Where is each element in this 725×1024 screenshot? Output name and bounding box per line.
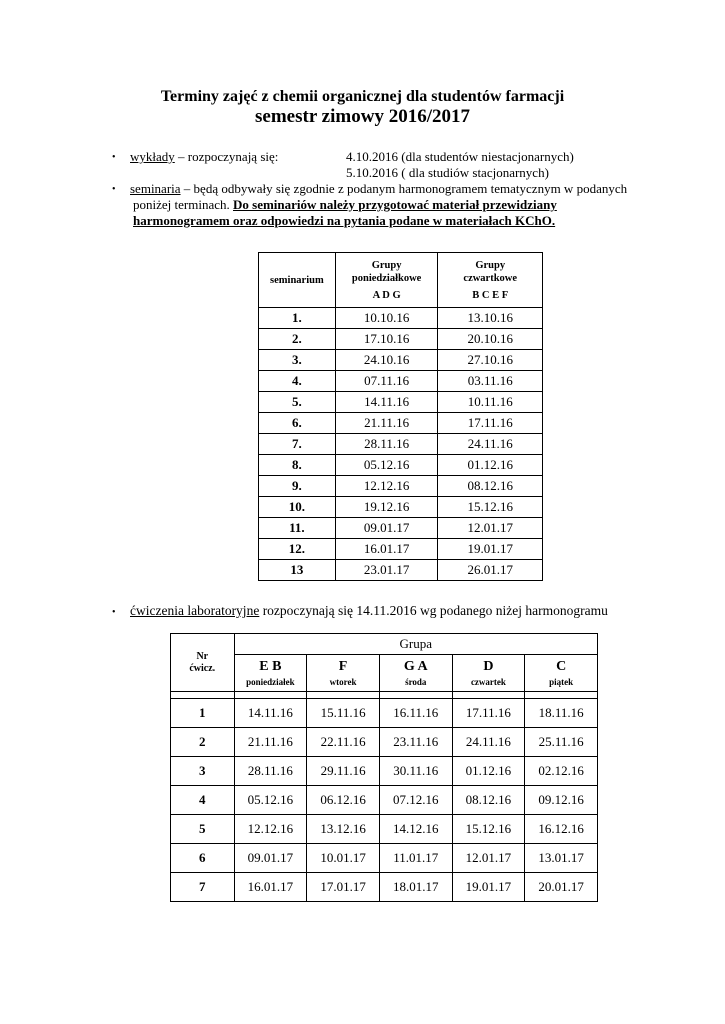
lab-table-group-row <box>171 634 598 655</box>
lab-date: 30.11.16 <box>379 757 452 786</box>
lab-date: 05.12.16 <box>234 786 307 815</box>
lab-date: 14.11.16 <box>234 699 307 728</box>
thursday-date: 17.11.16 <box>438 413 543 434</box>
seminars-note-line3 <box>133 213 555 229</box>
lab-date: 12.12.16 <box>234 815 307 844</box>
exercise-number: 5 <box>171 815 235 844</box>
lectures-date-1: 4.10.2016 (dla studentów niestacjonarnych) <box>346 149 574 164</box>
seminar-number: 10. <box>259 497 336 518</box>
lab-row <box>171 873 598 902</box>
lab-date: 24.11.16 <box>452 728 525 757</box>
lab-label: ćwiczenia laboratoryjne <box>130 603 260 618</box>
lab-date: 02.12.16 <box>525 757 598 786</box>
monday-header-line2: poniedziałkowe <box>351 272 422 284</box>
seminars-note-line1 <box>130 181 627 197</box>
seminar-row <box>259 413 543 434</box>
exercise-number: 2 <box>171 728 235 757</box>
group-column-header <box>307 655 380 692</box>
seminars-note-line2 <box>133 197 557 213</box>
lab-date: 13.01.17 <box>525 844 598 873</box>
lab-date: 15.11.16 <box>307 699 380 728</box>
lab-date: 06.12.16 <box>307 786 380 815</box>
seminar-row <box>259 518 543 539</box>
monday-date: 05.12.16 <box>335 455 438 476</box>
exercise-number: 7 <box>171 873 235 902</box>
monday-date: 17.10.16 <box>335 329 438 350</box>
monday-date: 16.01.17 <box>335 539 438 560</box>
seminar-number: 12. <box>259 539 336 560</box>
seminar-table <box>258 252 543 581</box>
lab-row <box>171 728 598 757</box>
bullet-icon: • <box>112 184 116 195</box>
seminar-number: 9. <box>259 476 336 497</box>
thursday-date: 13.10.16 <box>438 308 543 329</box>
monday-date: 10.10.16 <box>335 308 438 329</box>
seminar-number: 11. <box>259 518 336 539</box>
document-title: Terminy zajęć z chemii organicznej dla studentów farmacji <box>160 88 565 105</box>
lab-date: 18.11.16 <box>525 699 598 728</box>
lab-row <box>171 757 598 786</box>
group-column-header <box>379 655 452 692</box>
thursday-header-line1: Grupy <box>475 259 506 271</box>
thursday-date: 19.01.17 <box>438 539 543 560</box>
exercise-number-header <box>171 634 235 692</box>
group-column-header <box>525 655 598 692</box>
group-letters: E B <box>259 659 282 674</box>
monday-date: 28.11.16 <box>335 434 438 455</box>
thursday-group-letters: B C E F <box>472 289 509 301</box>
lab-date: 13.12.16 <box>307 815 380 844</box>
monday-date: 23.01.17 <box>335 560 438 581</box>
monday-header-line1: Grupy <box>371 259 402 271</box>
thursday-date: 15.12.16 <box>438 497 543 518</box>
lectures-line <box>130 149 278 165</box>
group-column-header <box>234 655 307 692</box>
monday-date: 14.11.16 <box>335 392 438 413</box>
seminar-number: 5. <box>259 392 336 413</box>
thursday-date: 27.10.16 <box>438 350 543 371</box>
group-column-header <box>452 655 525 692</box>
thursday-groups-header <box>438 253 543 308</box>
monday-date: 09.01.17 <box>335 518 438 539</box>
seminar-row <box>259 476 543 497</box>
nr-line2: ćwicz. <box>189 662 216 674</box>
seminars-label: seminaria <box>130 181 181 196</box>
lab-date: 25.11.16 <box>525 728 598 757</box>
lab-date: 07.12.16 <box>379 786 452 815</box>
document-subtitle: semestr zimowy 2016/2017 <box>255 106 470 127</box>
group-letters: F <box>338 659 348 674</box>
group-day: wtorek <box>329 677 357 687</box>
lab-date: 09.12.16 <box>525 786 598 815</box>
seminar-row <box>259 371 543 392</box>
seminar-number: 1. <box>259 308 336 329</box>
lab-date: 12.01.17 <box>452 844 525 873</box>
lab-row <box>171 699 598 728</box>
lab-date: 08.12.16 <box>452 786 525 815</box>
seminar-number: 2. <box>259 329 336 350</box>
lab-date: 15.12.16 <box>452 815 525 844</box>
group-day: poniedziałek <box>246 677 295 687</box>
lab-table <box>170 633 598 902</box>
lab-date: 17.11.16 <box>452 699 525 728</box>
lab-date: 17.01.17 <box>307 873 380 902</box>
seminar-number: 7. <box>259 434 336 455</box>
lectures-text: – rozpoczynają się: <box>174 149 279 164</box>
monday-date: 21.11.16 <box>335 413 438 434</box>
monday-date: 12.12.16 <box>335 476 438 497</box>
exercise-number: 6 <box>171 844 235 873</box>
seminar-row <box>259 392 543 413</box>
seminar-table-header <box>259 253 543 308</box>
monday-group-letters: A D G <box>372 289 401 301</box>
seminar-number: 13 <box>259 560 336 581</box>
thursday-date: 03.11.16 <box>438 371 543 392</box>
lab-date: 23.11.16 <box>379 728 452 757</box>
bullet-icon: • <box>112 607 116 618</box>
monday-date: 24.10.16 <box>335 350 438 371</box>
lab-date: 29.11.16 <box>307 757 380 786</box>
lab-table-spacer <box>171 692 598 699</box>
thursday-date: 20.10.16 <box>438 329 543 350</box>
lab-table-subheader <box>171 655 598 692</box>
lab-date: 01.12.16 <box>452 757 525 786</box>
group-day: piątek <box>549 677 574 687</box>
thursday-header-line2: czwartkowe <box>463 272 518 284</box>
seminar-row <box>259 350 543 371</box>
lab-date: 16.01.17 <box>234 873 307 902</box>
group-letters: G A <box>403 659 428 674</box>
thursday-date: 24.11.16 <box>438 434 543 455</box>
group-day: środa <box>405 677 427 687</box>
lab-date: 28.11.16 <box>234 757 307 786</box>
lab-date: 14.12.16 <box>379 815 452 844</box>
monday-date: 07.11.16 <box>335 371 438 392</box>
thursday-date: 10.11.16 <box>438 392 543 413</box>
seminar-row <box>259 308 543 329</box>
lab-date: 22.11.16 <box>307 728 380 757</box>
seminar-number: 4. <box>259 371 336 392</box>
lectures-label: wykłady <box>130 149 175 164</box>
lab-date: 18.01.17 <box>379 873 452 902</box>
monday-date: 19.12.16 <box>335 497 438 518</box>
lectures-date-2: 5.10.2016 ( dla studiów stacjonarnych) <box>346 165 549 180</box>
lab-note-line <box>130 603 608 619</box>
seminar-number: 8. <box>259 455 336 476</box>
exercise-number: 3 <box>171 757 235 786</box>
group-letters: C <box>556 659 567 674</box>
seminar-col-header: seminarium <box>259 253 336 308</box>
seminar-number: 3. <box>259 350 336 371</box>
exercise-number: 1 <box>171 699 235 728</box>
group-day: czwartek <box>470 677 506 687</box>
lab-row <box>171 815 598 844</box>
lab-row <box>171 844 598 873</box>
lab-date: 19.01.17 <box>452 873 525 902</box>
seminar-row <box>259 539 543 560</box>
seminar-row <box>259 455 543 476</box>
seminar-row <box>259 497 543 518</box>
thursday-date: 08.12.16 <box>438 476 543 497</box>
seminar-row <box>259 434 543 455</box>
lab-text: rozpoczynają się 14.11.2016 wg podanego niżej harmonogramu <box>259 603 608 618</box>
nr-line1: Nr <box>196 650 209 662</box>
lab-date: 16.11.16 <box>379 699 452 728</box>
group-header: Grupa <box>234 634 597 655</box>
exercise-number: 4 <box>171 786 235 815</box>
seminar-row <box>259 329 543 350</box>
thursday-date: 26.01.17 <box>438 560 543 581</box>
lab-date: 20.01.17 <box>525 873 598 902</box>
seminar-number: 6. <box>259 413 336 434</box>
lab-date: 21.11.16 <box>234 728 307 757</box>
lab-date: 09.01.17 <box>234 844 307 873</box>
lab-date: 10.01.17 <box>307 844 380 873</box>
group-letters: D <box>483 659 494 674</box>
lab-row <box>171 786 598 815</box>
thursday-date: 01.12.16 <box>438 455 543 476</box>
seminars-bold2: harmonogramem oraz odpowiedzi na pytania podane w materiałach KChO. <box>133 213 556 228</box>
monday-groups-header <box>335 253 438 308</box>
thursday-date: 12.01.17 <box>438 518 543 539</box>
seminars-text2: poniżej terminach. <box>133 197 233 212</box>
lab-date: 16.12.16 <box>525 815 598 844</box>
seminar-row <box>259 560 543 581</box>
seminars-text1: – będą odbywały się zgodnie z podanym harmonogramem tematycznym w podanych <box>180 181 628 196</box>
lab-date: 11.01.17 <box>379 844 452 873</box>
bullet-icon: • <box>112 152 116 163</box>
seminars-bold1: Do seminariów należy przygotować materiał przewidziany <box>233 197 557 212</box>
